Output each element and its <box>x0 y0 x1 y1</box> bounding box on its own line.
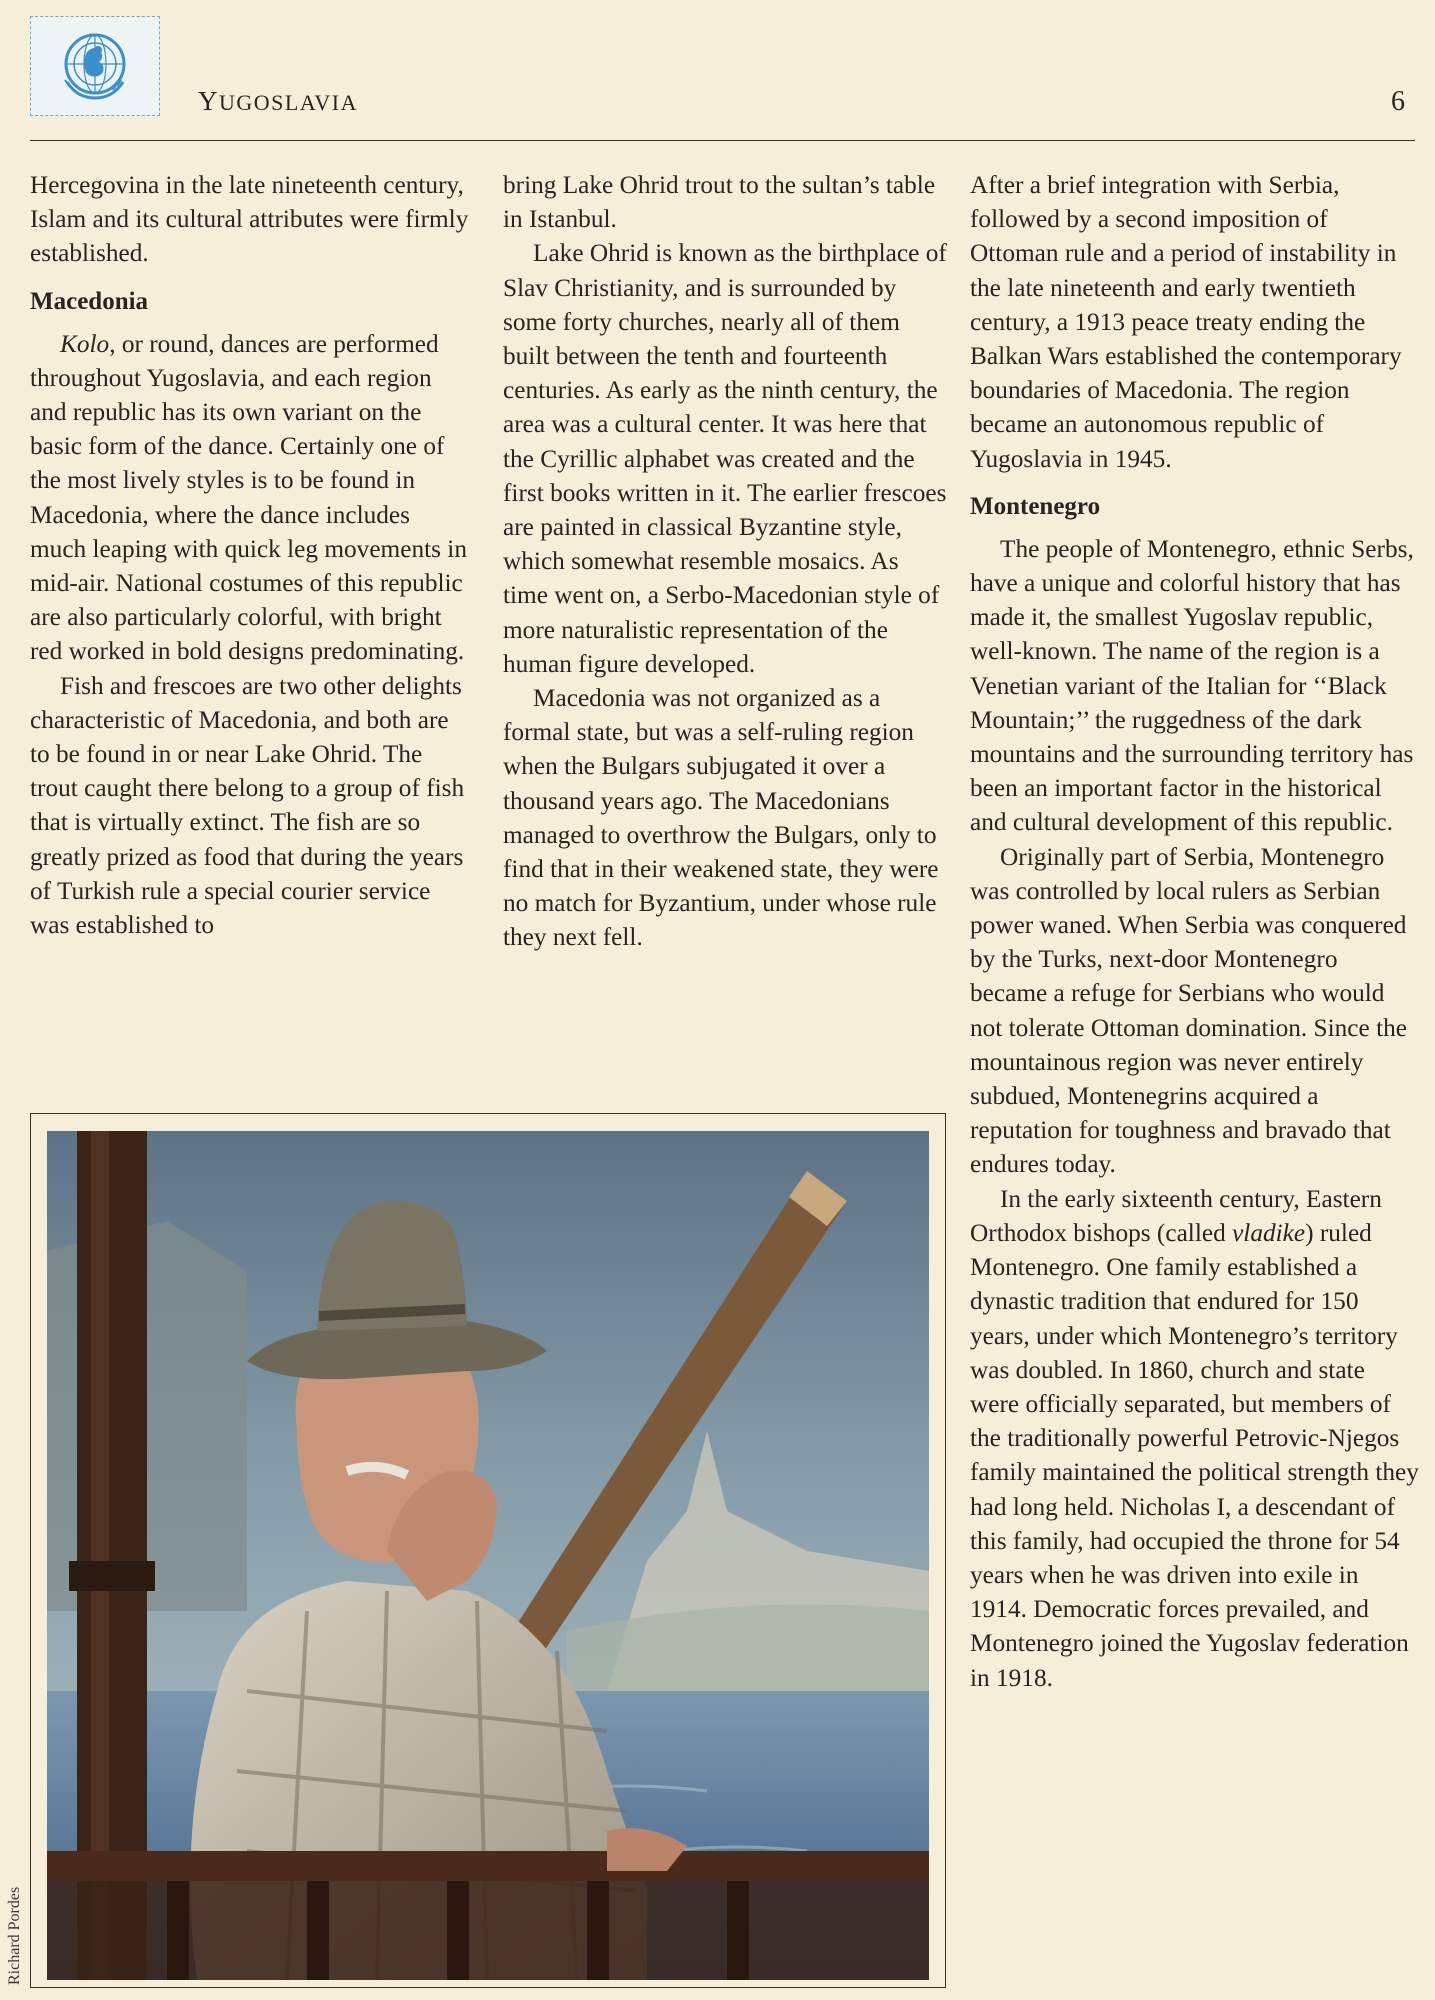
paragraph: Kolo, or round, dances are performed throughout Yugoslavia, and each region and republic has its own variant on the basic form of the dance. Certainly one of the most lively styles is to be found in Macedonia, where the dance includes much leaping with quick leg movements in mid-air. National costumes of this republic are also particularly colorful, with bright red worked in bold designs predominating. <box>30 329 467 666</box>
paragraph: Fish and frescoes are two other delights characteristic of Macedonia, and both are to be found in or near Lake Ohrid. The trout caught there belong to a group of fish that is virtually extinct. The fish are so greatly prized as food that during the years of Turkish rule a special courier service was established to <box>30 671 465 940</box>
italic-term: Kolo <box>60 329 110 358</box>
text-column-3 <box>970 168 1420 1695</box>
paragraph: Originally part of Serbia, Montenegro was controlled by local rulers as Serbian power waned. When Serbia was conquered by the Turks, next-door Montenegro became a refuge for Serbians who would not tolerate Ottoman domination. Since the mountainous region was never entirely subdued, Montenegrins acquired a reputation for toughness and bravado that endures today. <box>970 842 1407 1179</box>
paragraph: The people of Montenegro, ethnic Serbs, have a unique and colorful history that has made it, the smallest Yugoslav republic, well-known. The name of the region is a Venetian variant of the Italian for ‘‘Black Mountain;’’ the ruggedness of the dark mountains and the surrounding territory has been an important factor in the historical and cultural development of this republic. <box>970 534 1414 837</box>
paragraph: Lake Ohrid is known as the birthplace of Slav Christianity, and is surrounded by some forty churches, nearly all of them built between the tenth and fourteenth centuries. As early as the ninth century, the area was a cultural center. It was here that the Cyrillic alphabet was created and the first books written in it. The earlier frescoes are painted in classical Byzantine style, which somewhat resemble mosaics. As time went on, a Serbo-Macedonian style of more naturalistic representation of the human figure developed. <box>503 239 947 678</box>
photo-credit: Richard Pordes <box>6 1886 23 1985</box>
header-rule <box>30 140 1415 141</box>
paragraph: Macedonia was not organized as a formal state, but was a self-ruling region when the Bulgars subjugated it over a thousand years ago. The Macedonians managed to overthrow the Bulgars, only to find that in their weakened state, they were no match for Byzantium, under whose rule they next fell. <box>503 684 939 952</box>
paragraph: In the early sixteenth century, Eastern Orthodox bishops (called vladike) ruled Montenegro. One family established a dynastic tradition that endured for 150 years, under which Montenegro’s territory was doubled. In 1860, church and state were officially separated, but members of the traditionally powerful Petrovic-Njegos family maintained the political strength they had long held. Nicholas I, a descendant of this family, had occupied the throne for 54 years when he was driven into exile in 1914. Democratic forces prevailed, and Montenegro joined the Yugoslav federation in 1918. <box>970 1184 1419 1692</box>
unicef-logo <box>30 16 160 116</box>
photo-fisherman-with-oar <box>47 1131 929 1980</box>
running-head: YUGOSLAVIA <box>198 86 358 116</box>
paragraph: Hercegovina in the late nineteenth century, Islam and its cultural attributes were firmly established. <box>30 171 469 268</box>
italic-term: vladike <box>1232 1218 1306 1247</box>
page-number: 6 <box>1391 86 1405 117</box>
section-heading-montenegro: Montenegro <box>970 492 1101 520</box>
paragraph: After a brief integration with Serbia, followed by a second imposition of Ottoman rule and a period of instability in the late nineteenth and early twentieth century, a 1913 peace treaty ending the Balkan Wars established the contemporary boundaries of Macedonia. The region became an autonomous republic of Yugoslavia in 1945. <box>970 171 1402 473</box>
text-column-1 <box>30 168 470 942</box>
section-heading-macedonia: Macedonia <box>30 287 149 315</box>
text-column-2 <box>503 168 947 955</box>
paragraph: bring Lake Ohrid trout to the sultan’s table in Istanbul. <box>503 171 936 234</box>
unicef-emblem-icon <box>57 28 133 104</box>
